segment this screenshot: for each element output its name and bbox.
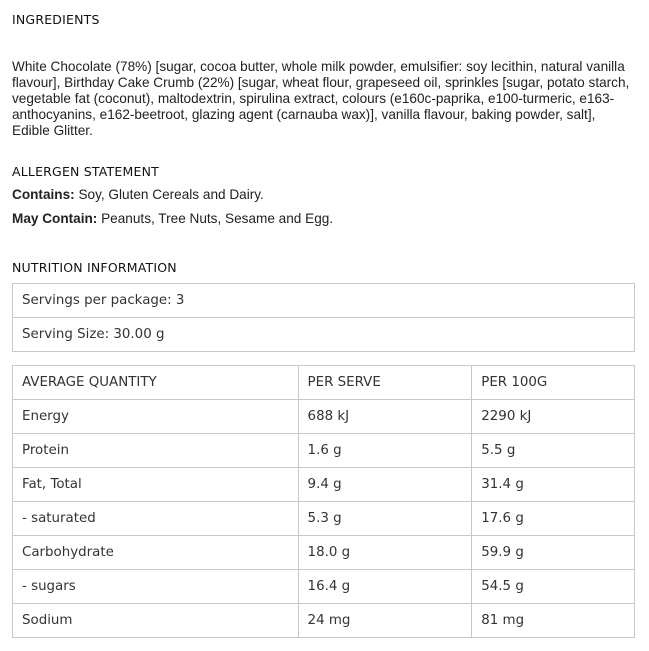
per-100g-value: 54.5 g xyxy=(472,570,635,604)
per-serve-value: 9.4 g xyxy=(298,468,472,502)
column-header: PER 100G xyxy=(472,366,635,400)
per-serve-value: 5.3 g xyxy=(298,502,472,536)
per-serve-value: 688 kJ xyxy=(298,400,472,434)
per-100g-value: 31.4 g xyxy=(472,468,635,502)
may-contain-label: May Contain: xyxy=(12,211,98,226)
ingredients-text: White Chocolate (78%) [sugar, cocoa butter, whole milk powder, emulsifier: soy lecithin, natural vanilla flavour], Birthday Cake Crumb (22%) [sugar, wheat flour, grapeseed oil, sprinkles [sugar, potato starch, vegetable fat (coconut), maltodextrin, spirulina extract, colours (e160c-paprika, e100-turmeric, e163-anthocyanins, e162-beetroot, glazing agent (carnauba wax)], vanilla flavour, baking powder, salt], Edible Glitter. xyxy=(12,59,630,138)
contains-value: Soy, Gluten Cereals and Dairy. xyxy=(74,187,264,202)
contains-line xyxy=(12,187,264,203)
nutrient-name: - sugars xyxy=(13,570,299,604)
allergen-heading: ALLERGEN STATEMENT xyxy=(12,164,159,179)
table-row xyxy=(13,502,635,536)
may-contain-line xyxy=(12,211,333,227)
table-row xyxy=(13,400,635,434)
ingredients-heading: INGREDIENTS xyxy=(12,12,100,27)
table-row xyxy=(13,604,635,638)
per-100g-value: 2290 kJ xyxy=(472,400,635,434)
table-header-row xyxy=(13,366,635,400)
per-100g-value: 59.9 g xyxy=(472,536,635,570)
nutrient-name: Energy xyxy=(13,400,299,434)
per-serve-value: 16.4 g xyxy=(298,570,472,604)
per-100g-value: 5.5 g xyxy=(472,434,635,468)
table-row xyxy=(13,536,635,570)
table-row xyxy=(13,570,635,604)
per-100g-value: 81 mg xyxy=(472,604,635,638)
contains-label: Contains: xyxy=(12,187,75,202)
nutrition-table xyxy=(12,365,635,638)
servings-table xyxy=(12,283,635,352)
nutrient-name: - saturated xyxy=(13,502,299,536)
serving-size: Serving Size: 30.00 g xyxy=(13,318,635,352)
per-serve-value: 18.0 g xyxy=(298,536,472,570)
per-100g-value: 17.6 g xyxy=(472,502,635,536)
table-row xyxy=(13,468,635,502)
servings-per-package: Servings per package: 3 xyxy=(13,284,635,318)
table-row xyxy=(13,284,635,318)
column-header: PER SERVE xyxy=(298,366,472,400)
per-serve-value: 1.6 g xyxy=(298,434,472,468)
nutrient-name: Carbohydrate xyxy=(13,536,299,570)
per-serve-value: 24 mg xyxy=(298,604,472,638)
may-contain-value: Peanuts, Tree Nuts, Sesame and Egg. xyxy=(97,211,334,226)
table-row xyxy=(13,434,635,468)
nutrient-name: Protein xyxy=(13,434,299,468)
column-header: AVERAGE QUANTITY xyxy=(13,366,299,400)
nutrition-heading: NUTRITION INFORMATION xyxy=(12,260,177,275)
nutrient-name: Sodium xyxy=(13,604,299,638)
table-row xyxy=(13,318,635,352)
nutrient-name: Fat, Total xyxy=(13,468,299,502)
